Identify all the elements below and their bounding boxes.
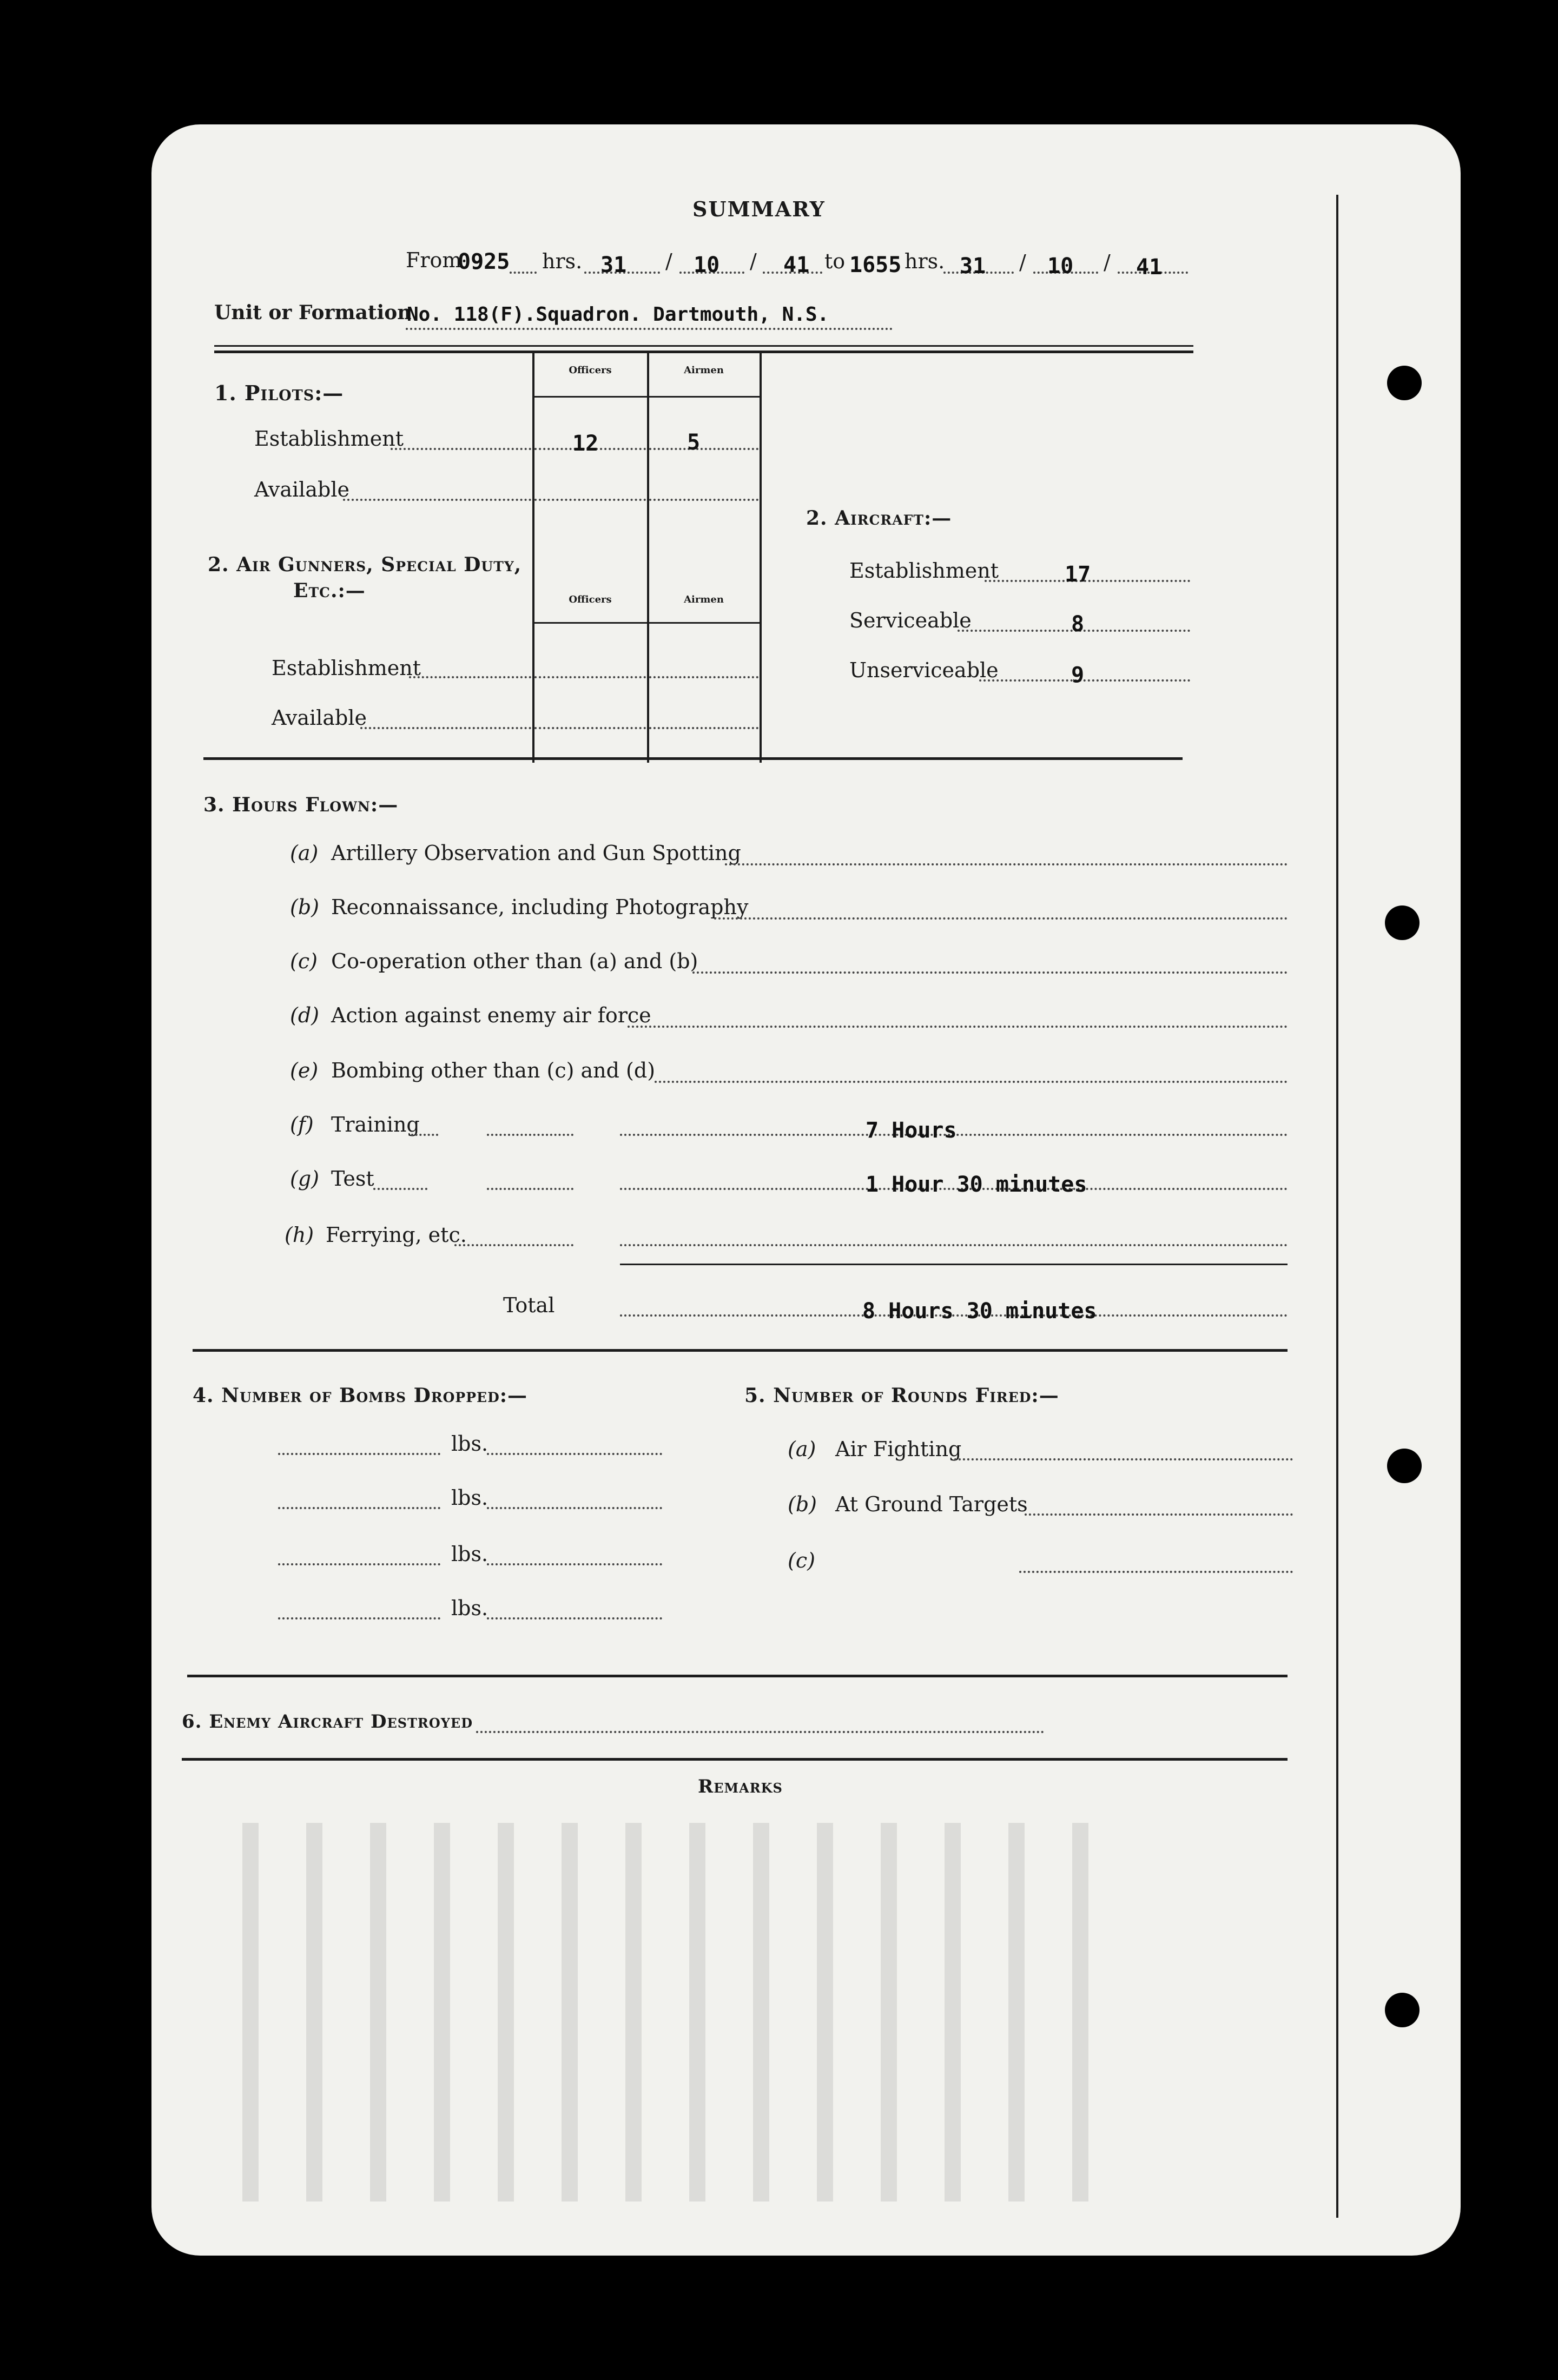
pilots-heading-text: 1. Pilots:—	[214, 381, 344, 405]
unit-value: No. 118(F).Squadron. Dartmouth, N.S.	[407, 303, 829, 326]
rounds-c-letter: (c)	[788, 1549, 815, 1572]
aircraft-heading: 2. Aircraft:—	[806, 507, 952, 530]
bleed-through-area	[195, 1823, 1114, 2202]
aircraft-unserviceable-value: 9	[1071, 663, 1085, 687]
pilots-col-airmen: Airmen	[684, 365, 724, 376]
hours-c-letter: (c)	[290, 949, 318, 973]
rounds-a-letter: (a)	[788, 1437, 816, 1461]
pilots-col-officers: Officers	[569, 365, 612, 376]
hours-g-letter: (g)	[290, 1167, 319, 1191]
aircraft-establishment-label: Establishment	[849, 559, 999, 583]
punch-hole-1	[1387, 366, 1422, 400]
hours-heading: 3. Hours Flown:—	[203, 794, 399, 816]
hours-b-label: Reconnaissance, including Photography	[331, 895, 749, 919]
hours-g-label: Test	[331, 1167, 374, 1191]
from-label: From	[406, 248, 462, 272]
aircraft-establishment-value: 17	[1065, 562, 1091, 587]
rounds-heading: 5. Number of Rounds Fired:—	[744, 1384, 1059, 1407]
punch-hole-2	[1385, 905, 1420, 940]
hours-e-label: Bombing other than (c) and (d)	[331, 1059, 656, 1082]
from-year: 41	[783, 253, 810, 277]
aircraft-serviceable-label: Serviceable	[849, 609, 972, 632]
gunners-establishment-label: Establishment	[272, 656, 421, 680]
pilots-establishment-airmen: 5	[687, 430, 701, 455]
to-time: 1655	[849, 253, 902, 277]
from-slash-2: /	[750, 249, 757, 273]
enemy-heading: 6. Enemy Aircraft Destroyed	[182, 1711, 473, 1733]
pilots-establishment-label: Establishment	[254, 427, 404, 451]
pilots-heading	[214, 383, 344, 404]
bombs-unit-3: lbs.	[451, 1542, 488, 1566]
pilots-establishment-officers: 12	[572, 431, 599, 456]
to-day: 31	[960, 254, 986, 279]
from-time: 0925	[458, 249, 510, 274]
rounds-a-label: Air Fighting	[835, 1437, 962, 1461]
to-slash-2: /	[1104, 250, 1111, 274]
to-hrs-label: hrs.	[905, 249, 945, 273]
gunners-available-label: Available	[272, 706, 367, 730]
hours-f-value: 7 Hours	[866, 1118, 957, 1143]
from-day: 31	[600, 253, 627, 277]
hours-h-letter: (h)	[285, 1223, 314, 1247]
form-sheet	[151, 124, 1461, 2256]
from-slash-1: /	[665, 249, 672, 273]
punch-hole-4	[1385, 1993, 1420, 2027]
gunners-heading-line1: 2. Air Gunners, Special Duty,	[208, 553, 522, 576]
hours-f-label: Training	[331, 1113, 420, 1136]
page-title: SUMMARY	[692, 197, 826, 221]
hours-total-value: 8 Hours 30 minutes	[862, 1299, 1097, 1324]
hours-c-label: Co-operation other than (a) and (b)	[331, 949, 698, 973]
punch-hole-3	[1387, 1449, 1422, 1483]
to-month: 10	[1047, 254, 1074, 279]
hours-b-letter: (b)	[290, 895, 319, 919]
remarks-heading: Remarks	[698, 1776, 783, 1797]
unit-label: Unit or Formation	[214, 301, 412, 324]
gunners-heading-line2: Etc.:—	[293, 579, 366, 602]
hours-g-value: 1 Hour 30 minutes	[866, 1172, 1087, 1197]
to-year: 41	[1136, 255, 1163, 280]
aircraft-serviceable-value: 8	[1071, 612, 1085, 637]
hours-e-letter: (e)	[290, 1059, 319, 1082]
gunners-col-airmen: Airmen	[684, 594, 724, 605]
hours-h-label: Ferrying, etc.	[326, 1223, 467, 1247]
bombs-unit-4: lbs.	[451, 1596, 488, 1620]
hours-d-label: Action against enemy air force	[331, 1003, 651, 1027]
bombs-unit-2: lbs.	[451, 1486, 488, 1510]
hours-f-letter: (f)	[290, 1113, 314, 1136]
to-label: to	[824, 249, 846, 273]
bombs-unit-1: lbs.	[451, 1432, 488, 1456]
hours-a-letter: (a)	[290, 841, 319, 865]
aircraft-unserviceable-label: Unserviceable	[849, 658, 999, 682]
from-month: 10	[694, 253, 720, 277]
to-slash-1: /	[1019, 250, 1026, 274]
from-hrs-label: hrs.	[542, 249, 583, 273]
hours-total-label: Total	[503, 1293, 555, 1317]
rounds-b-letter: (b)	[788, 1492, 817, 1516]
pilots-available-label: Available	[254, 478, 349, 501]
hours-d-letter: (d)	[290, 1003, 319, 1027]
bombs-heading: 4. Number of Bombs Dropped:—	[193, 1384, 528, 1407]
gunners-col-officers: Officers	[569, 594, 612, 605]
hours-a-label: Artillery Observation and Gun Spotting	[331, 841, 741, 865]
rounds-b-label: At Ground Targets	[835, 1492, 1028, 1516]
